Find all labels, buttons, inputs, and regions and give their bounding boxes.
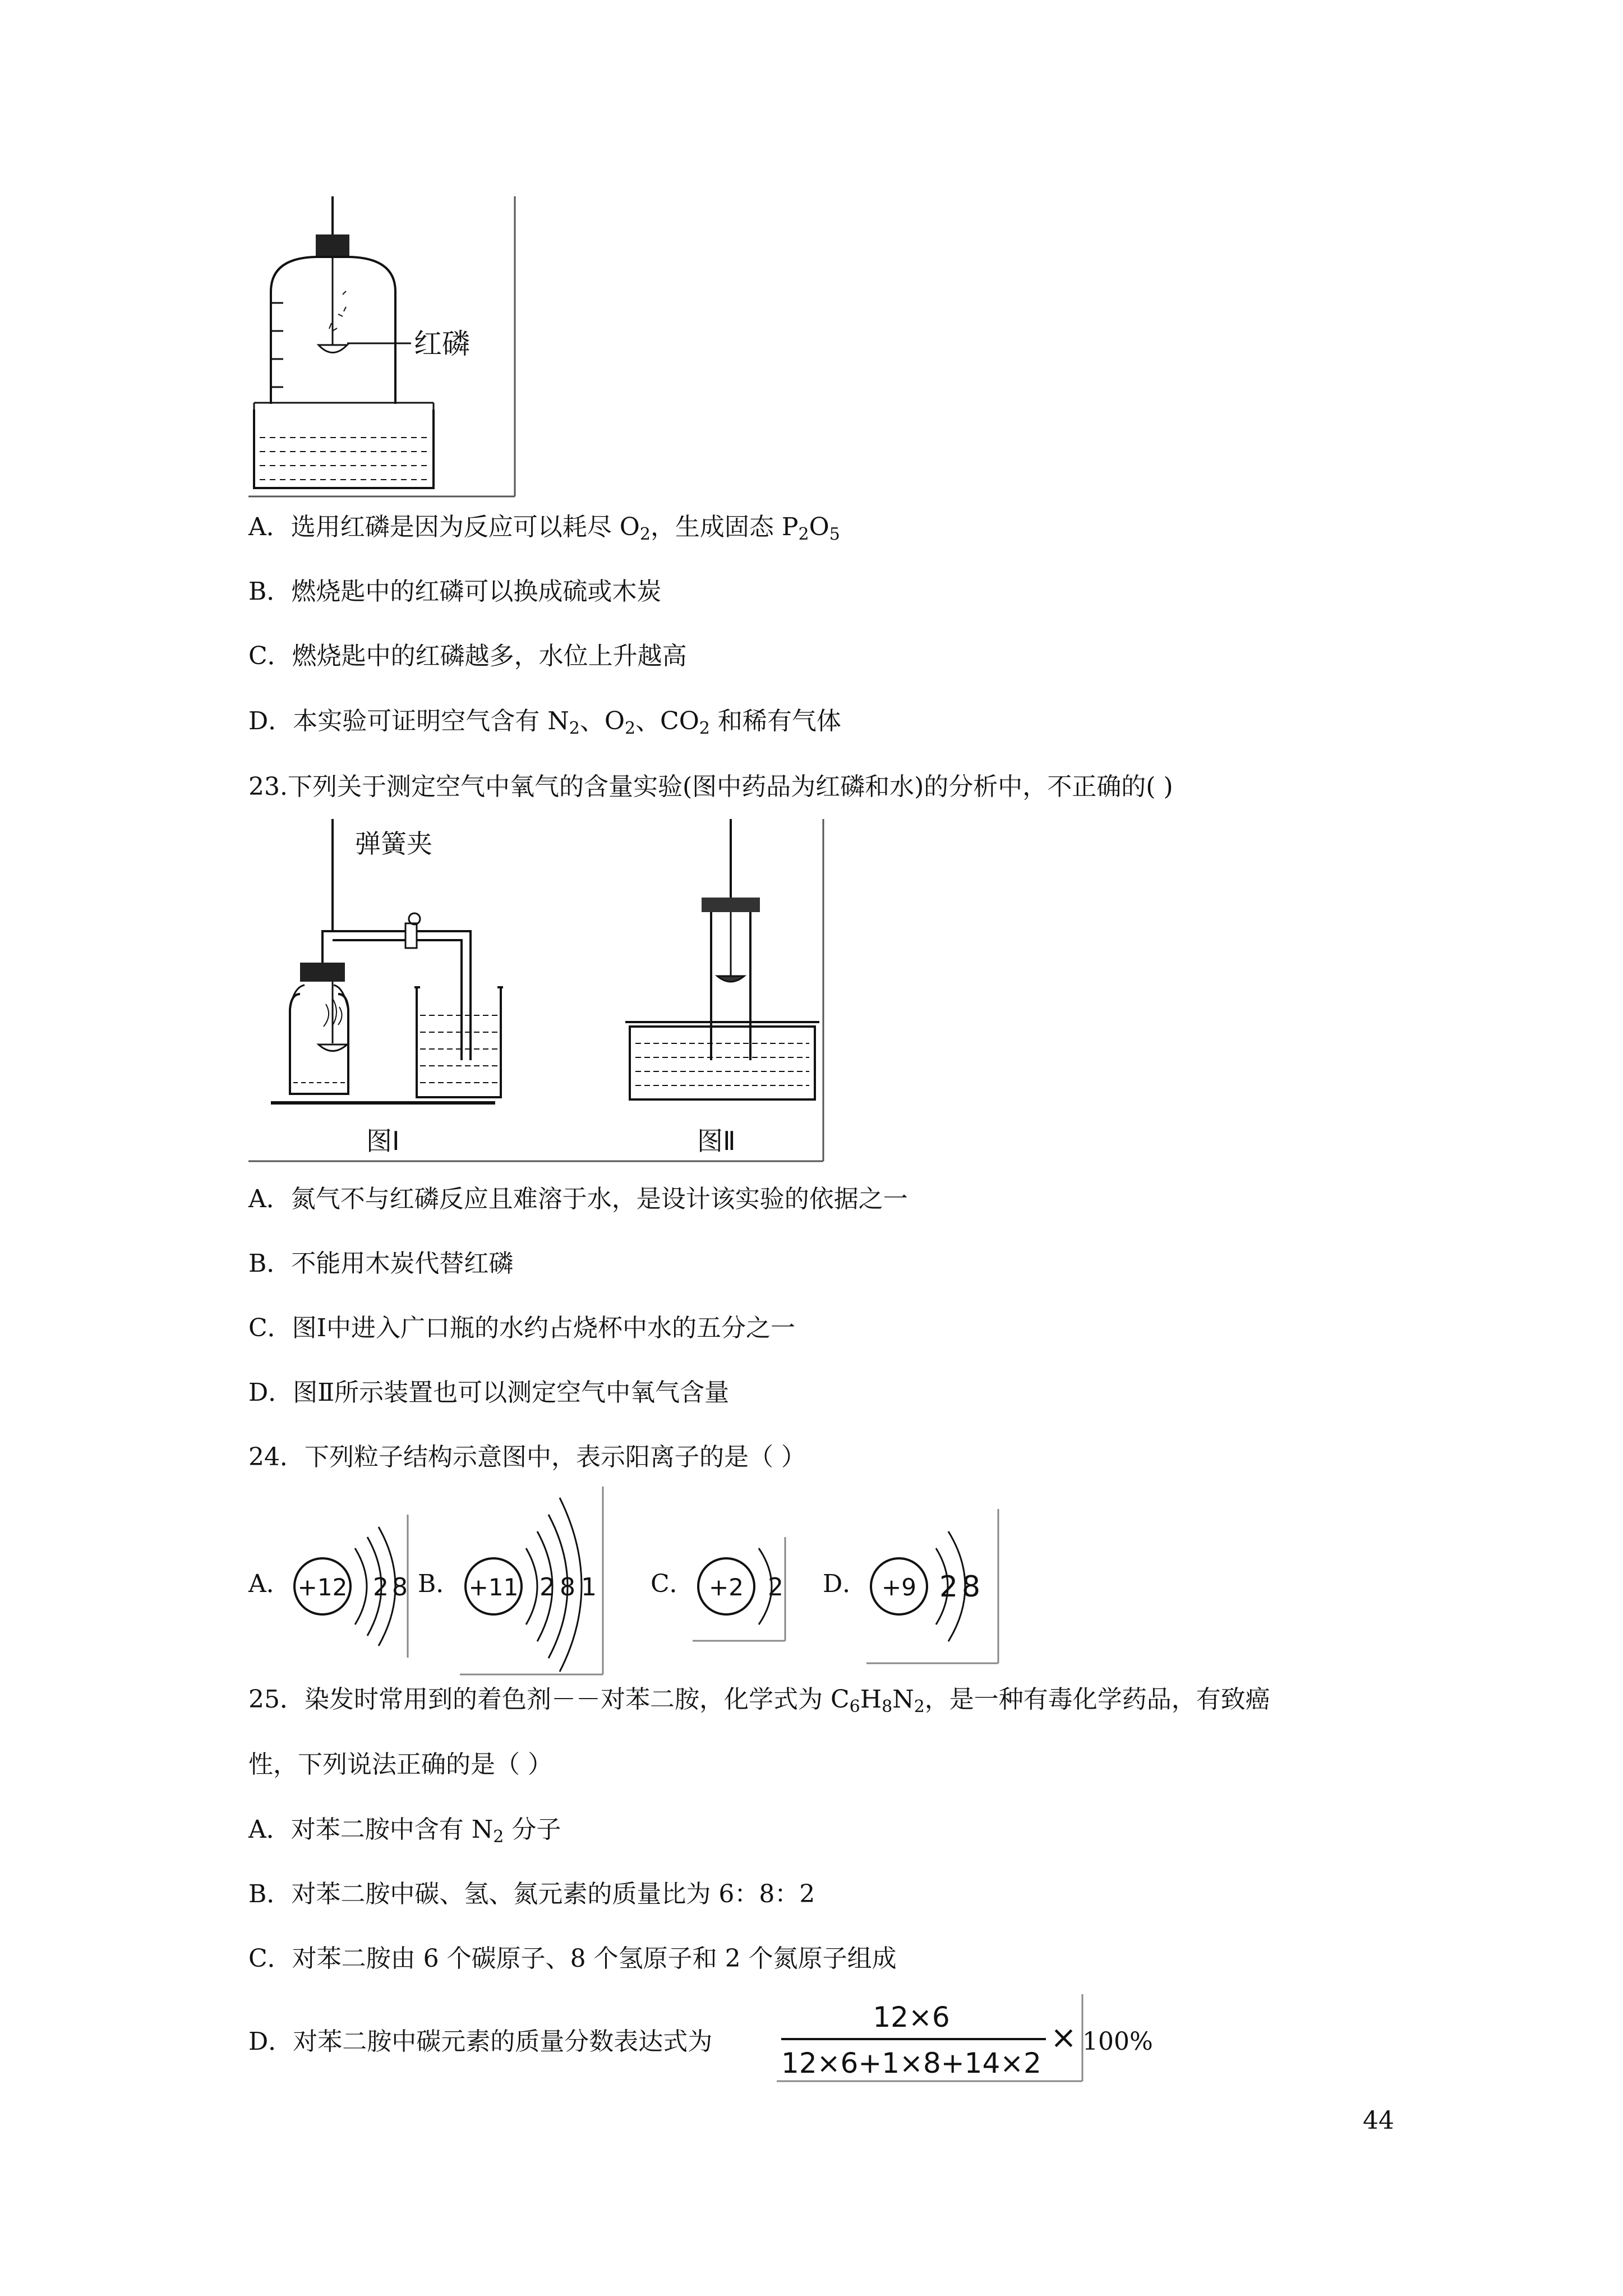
atom-diagram-d: [866, 1509, 1007, 1666]
q22-option-a: A．选用红磷是因为反应可以耗尽 $O_2$，生成固态 $P_2O_5$: [248, 513, 840, 544]
atom-diagram-b: [460, 1487, 611, 1677]
q23-stem: 23.下列关于测定空气中氧气的含量实验(图中药品为红磷和水)的分析中，不正确的( ): [248, 772, 1173, 801]
atom-c-nucleus: +2: [709, 1573, 744, 1601]
q23-option-c: C．图Ⅰ中进入广口瓶的水约占烧杯中水的五分之一: [248, 1314, 796, 1342]
atom-b-nucleus: +11: [468, 1573, 519, 1601]
q25-option-b: B．对苯二胺中碳、氢、氮元素的质量比为 6：8：2: [248, 1880, 815, 1908]
q25-option-c: C．对苯二胺由 6 个碳原子、8 个氢原子和 2 个氮原子组成: [248, 1944, 897, 1973]
atom-b-shell-2: 8: [560, 1573, 575, 1602]
red-phosphorus-label: 红磷: [414, 328, 470, 360]
q25-option-a: A．对苯二胺中含有 $N_2$ 分子: [248, 1815, 561, 1847]
q24-option-c-letter: C．: [651, 1570, 694, 1598]
atom-a-shell-2: 8: [392, 1573, 408, 1602]
atom-c-shell-1: 2: [768, 1573, 783, 1602]
q25-stem-line-2: 性，下列说法正确的是（ ）: [248, 1750, 552, 1779]
q25-option-d-percent: 100%: [1082, 2027, 1153, 2056]
figure-1-label: 图Ⅰ: [366, 1126, 400, 1156]
q24-option-b-letter: B．: [418, 1570, 461, 1598]
q24-stem: 24．下列粒子结构示意图中，表示阳离子的是（ ）: [248, 1443, 806, 1471]
q24-option-a-letter: A．: [248, 1570, 291, 1598]
q25-option-d: D．对苯二胺中碳元素的质量分数表达式为: [248, 2027, 713, 2056]
atom-a-nucleus: +12: [297, 1573, 348, 1601]
atom-b-shell-1: 2: [540, 1573, 555, 1602]
formula-numerator: 12×6: [873, 2001, 950, 2033]
q22-option-c: C．燃烧匙中的红磷越多，水位上升越高: [248, 642, 687, 670]
q23-option-a: A．氮气不与红磷反应且难溶于水，是设计该实验的依据之一: [248, 1185, 908, 1213]
q25-stem-line-1: 25．染发时常用到的着色剂－－对苯二胺，化学式为 $C_6H_8N_2$，是一种有毒化学药品，有致癌: [248, 1685, 1270, 1717]
q24-option-d-letter: D．: [823, 1570, 868, 1598]
oxygen-content-apparatus-figure: [248, 819, 832, 1167]
formula-denominator: 12×6+1×8+14×2: [781, 2047, 1041, 2079]
formula-times-sign: ×: [1050, 2019, 1077, 2056]
figure-2-label: 图Ⅱ: [697, 1126, 736, 1156]
atom-b-shell-3: 1: [581, 1573, 597, 1602]
q23-option-d: D．图Ⅱ所示装置也可以测定空气中氧气含量: [248, 1378, 730, 1407]
q23-option-b: B．不能用木炭代替红磷: [248, 1249, 514, 1278]
atom-d-shell-2: 8: [962, 1570, 981, 1604]
atom-a-shell-1: 2: [373, 1573, 389, 1602]
atom-d-shell-1: 2: [939, 1570, 958, 1604]
atom-d-nucleus: +9: [882, 1573, 916, 1601]
bell-jar-apparatus-figure: [248, 196, 540, 499]
spring-clip-label: 弹簧夹: [355, 829, 432, 859]
q22-option-d: D．本实验可证明空气含有 $N_2$、$O_2$、$CO_2$ 和稀有气体: [248, 707, 841, 738]
q22-option-b: B．燃烧匙中的红磷可以换成硫或木炭: [248, 577, 662, 606]
atom-diagram-a: [289, 1515, 418, 1660]
page-number: 44: [1363, 2106, 1394, 2135]
atom-diagram-c: [693, 1537, 794, 1644]
mass-fraction-formula: [777, 1994, 1091, 2084]
